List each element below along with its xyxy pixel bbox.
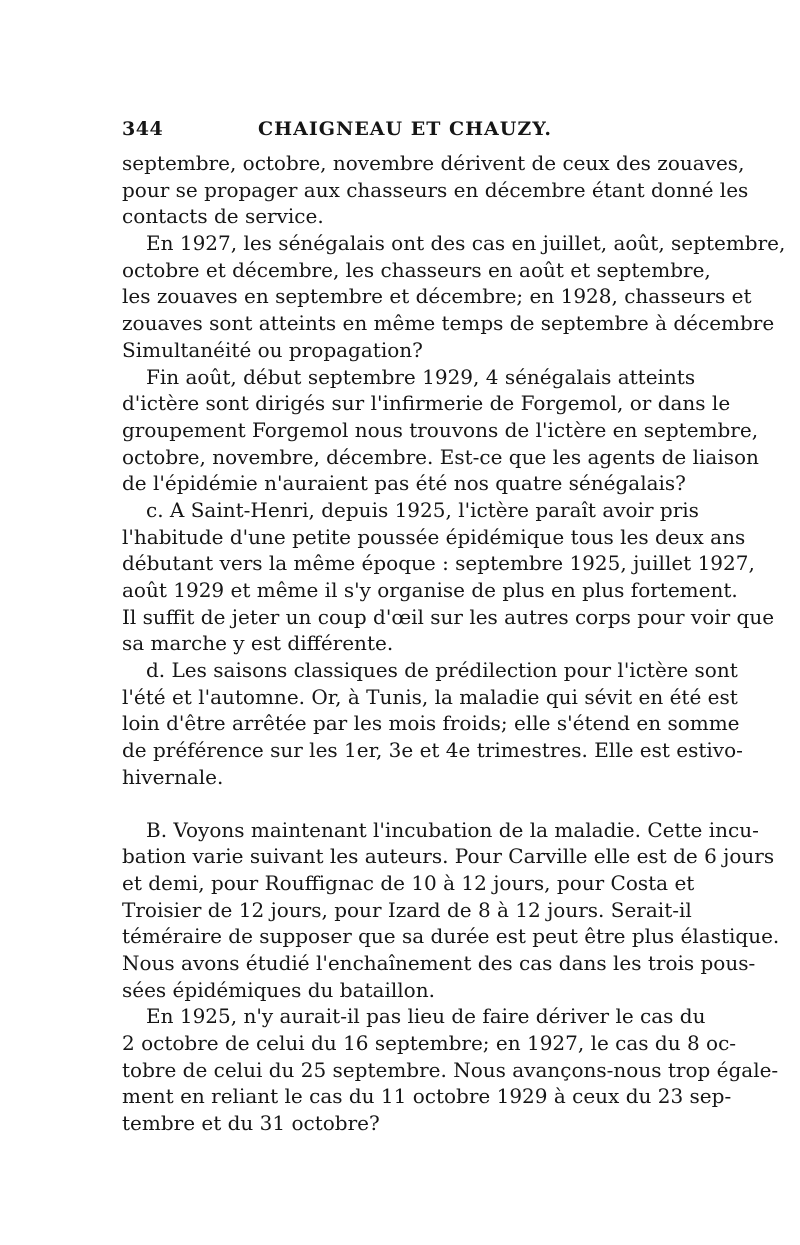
- text-line: c. A Saint-Henri, depuis 1925, l'ictère paraît avoir pris: [146, 497, 699, 522]
- page-number: 344: [122, 118, 164, 140]
- text-line: pour se propager aux chasseurs en décembre étant donné les: [122, 177, 749, 202]
- text-line: En 1927, les sénégalais ont des cas en juillet, août, septembre,: [146, 231, 786, 256]
- text-line: téméraire de supposer que sa durée est peut être plus élastique.: [122, 924, 780, 949]
- text-line: tembre et du 31 octobre?: [122, 1111, 380, 1136]
- text-line: Troisier de 12 jours, pour Izard de 8 à 12 jours. Serait-il: [122, 897, 692, 922]
- text-line: août 1929 et même il s'y organise de plus en plus fortement.: [122, 578, 738, 602]
- text-line: sées épidémiques du bataillon.: [122, 977, 435, 1002]
- text-line: l'été et l'automne. Or, à Tunis, la maladie qui sévit en été est: [122, 684, 738, 709]
- text-line: groupement Forgemol nous trouvons de l'ictère en septembre,: [122, 417, 759, 442]
- text-line: d. Les saisons classiques de prédilection pour l'ictère sont: [146, 658, 738, 683]
- text-line: Il suffit de jeter un coup d'œil sur les autres corps pour voir que: [122, 604, 775, 629]
- text-line: et demi, pour Rouffignac de 10 à 12 jours, pour Costa et: [122, 870, 695, 895]
- text-line: de l'épidémie n'auraient pas été nos quatre sénégalais?: [122, 471, 686, 496]
- text-line: hivernale.: [122, 764, 224, 789]
- text-line: Simultanéité ou propagation?: [122, 337, 423, 362]
- text-line: tobre de celui du 25 septembre. Nous avançons-nous trop égale-: [122, 1057, 779, 1082]
- text-line: 2 octobre de celui du 16 septembre; en 1927, le cas du 8 oc-: [122, 1031, 737, 1055]
- text-line: sa marche y est différente.: [122, 631, 394, 656]
- text-line: En 1925, n'y aurait-il pas lieu de faire dériver le cas du: [146, 1004, 706, 1029]
- text-line: septembre, octobre, novembre dérivent de ceux des zouaves,: [122, 151, 745, 175]
- text-line: Fin août, début septembre 1929, 4 sénégalais atteints: [146, 364, 696, 389]
- text-line: loin d'être arrêtée par les mois froids; elle s'étend en somme: [122, 711, 740, 736]
- text-line: Nous avons étudié l'enchaînement des cas dans les trois pous-: [122, 950, 756, 975]
- text-line: d'ictère sont dirigés sur l'infirmerie de Forgemol, or dans le: [122, 391, 731, 416]
- text-line: octobre, novembre, décembre. Est-ce que les agents de liaison: [122, 444, 759, 469]
- text-line: de préférence sur les 1er, 3e et 4e trimestres. Elle est estivo-: [122, 738, 743, 763]
- text-line: octobre et décembre, les chasseurs en août et septembre,: [122, 257, 711, 282]
- text-line: B. Voyons maintenant l'incubation de la maladie. Cette incu-: [146, 817, 759, 842]
- page-header: [122, 118, 688, 148]
- text-line: débutant vers la même époque : septembre 1925, juillet 1927,: [122, 551, 755, 576]
- text-line: contacts de service.: [122, 204, 324, 229]
- text-line: l'habitude d'une petite poussée épidémique tous les deux ans: [122, 524, 746, 549]
- running-head: CHAIGNEAU ET CHAUZY.: [258, 118, 552, 140]
- body-text: [122, 150, 786, 1137]
- text-line: ment en reliant le cas du 11 octobre 1929 à ceux du 23 sep-: [122, 1084, 732, 1109]
- text-line: zouaves sont atteints en même temps de septembre à décembre: [122, 311, 775, 336]
- text-line: bation varie suivant les auteurs. Pour Carville elle est de 6 jours: [122, 844, 775, 869]
- text-line: les zouaves en septembre et décembre; en 1928, chasseurs et: [122, 284, 752, 309]
- paragraph-gap: [122, 791, 688, 817]
